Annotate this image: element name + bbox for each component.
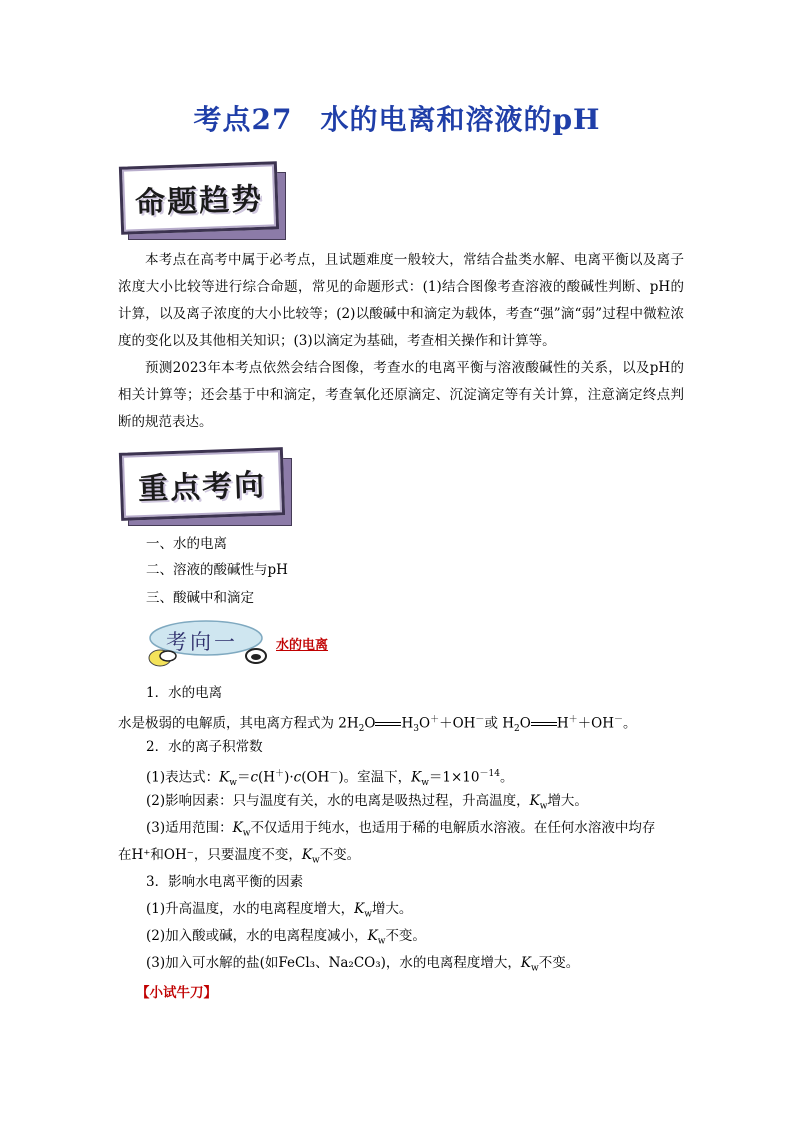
- trend-text: [118, 247, 684, 436]
- section-3-item-3: (3)加入可水解的盐(如FeCl₃、Na₂CO₃)，水的电离程度增大，$K_w$不变。: [146, 955, 580, 974]
- title-topic-name: 水的电离和溶液的pH: [320, 103, 601, 136]
- section-3-item-1: (1)升高温度，水的电离程度增大，$K_w$增大。: [146, 901, 413, 920]
- section-2-heading: 2．水的离子积常数: [146, 739, 263, 755]
- badge-label: 考向一: [166, 630, 238, 654]
- section-2-item-3: (3)适用范围：$K_w$不仅适用于纯水，也适用于稀的电解质水溶液。在任何水溶液中均存: [146, 820, 656, 839]
- page-title: [0, 98, 794, 138]
- trend-paragraph-2: 预测2023年本考点依然会结合图像，考查水的电离平衡与溶液酸碱性的关系，以及pH的相关计算等；还会基于中和滴定，考查氧化还原滴定、沉淀滴定等有关计算，注意滴定终点判断的规范表达。: [118, 360, 684, 430]
- section-3-item-2: (2)加入酸或碱，水的电离程度减小，$K_w$不变。: [146, 928, 426, 947]
- title-topic-number: 考点27: [193, 103, 293, 136]
- section-1-heading: 1．水的电离: [146, 685, 223, 701]
- banner-focus: [120, 450, 292, 526]
- section-3-heading: 3．影响水电离平衡的因素: [146, 874, 304, 890]
- section-2-item-1: (1)表达式：$K_w=c(H^+)\cdot c(OH^-)$。室温下，$K_w=1\times 10^{-14}$。: [146, 769, 514, 789]
- outline-item: 一、水的电离: [146, 536, 227, 552]
- banner-trend: [120, 164, 286, 240]
- topic-link[interactable]: 水的电离: [276, 638, 329, 653]
- section-1-body: 水是极弱的电解质，其电离方程式为 $2H_2O$ $H_3O^++OH^-$或 $H_2O$ H＋＋OH－。: [118, 715, 637, 735]
- outline-item: 三、酸碱中和滴定: [146, 590, 254, 606]
- banner-focus-label: 重点考向: [137, 467, 267, 508]
- section-2-item-2: (2)影响因素：只与温度有关，水的电离是吸热过程，升高温度，$K_w$增大。: [146, 793, 588, 812]
- banner-trend-label: 命题趋势: [134, 181, 264, 222]
- topic-badge: [146, 618, 274, 670]
- trial-heading: 【小试牛刀】: [136, 985, 217, 1001]
- outline-item: 二、溶液的酸碱性与pH: [146, 562, 288, 578]
- trend-paragraph-1: 本考点在高考中属于必考点，且试题难度一般较大，常结合盐类水解、电离平衡以及离子浓度大小比较等进行综合命题，常见的命题形式：(1)结合图像考查溶液的酸碱性判断、pH的计算，以及离子浓度的大小比较等；(2)以酸碱中和滴定为载体，考查“强”滴“弱”过程中微粒浓度的变化以及其他相关知识；(3)以滴定为基础，考查相关操作和计算等。: [118, 252, 684, 349]
- section-2-item-3-cont: 在H⁺和OH⁻，只要温度不变，$K_w$不变。: [118, 847, 361, 866]
